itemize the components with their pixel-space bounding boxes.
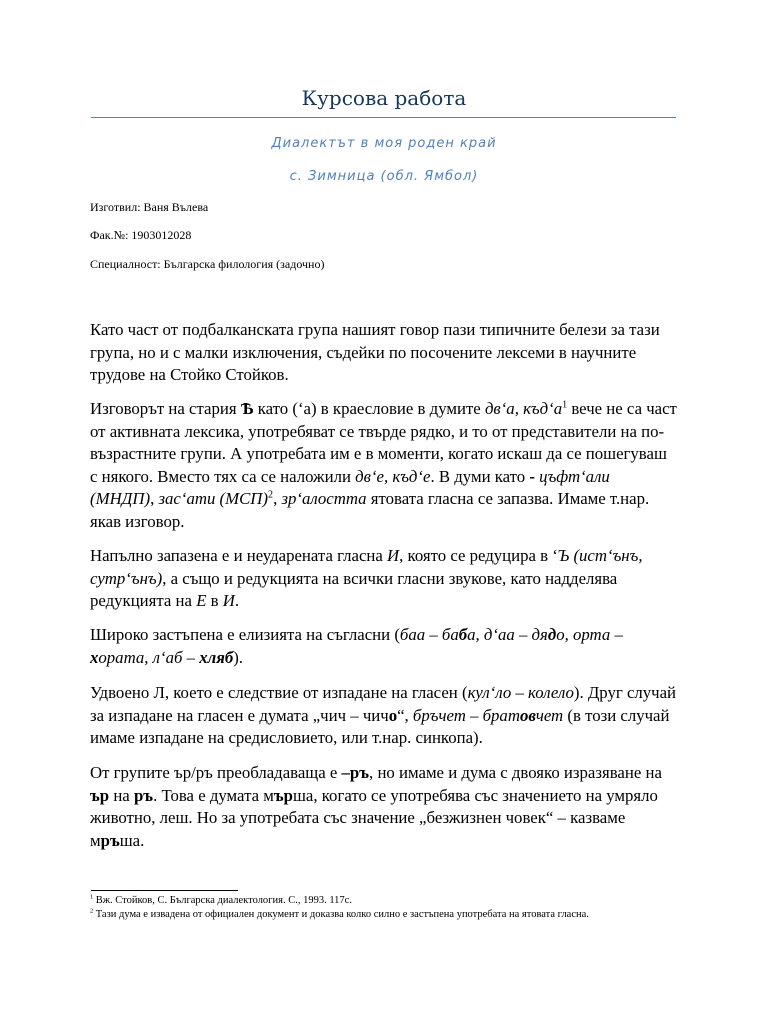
text: От групите ър/ръ преобладаваща е	[90, 763, 342, 782]
footnote-1	[90, 894, 690, 908]
bold-group: ър	[273, 785, 293, 805]
document-title: Курсова работа	[301, 86, 467, 110]
example-word: (ист‘ънъ, сутр‘ънъ)	[90, 546, 643, 588]
letter-i: И	[387, 546, 400, 565]
paragraph-3	[90, 545, 678, 613]
example-word: о, орта –	[556, 625, 623, 644]
footnote-separator	[91, 890, 238, 891]
example-letter: д	[547, 625, 557, 644]
yat-letter: Ѣ	[240, 399, 254, 418]
text: Удвоено Л, което е следствие от изпадане на гласен (	[90, 683, 468, 702]
footnote-text: Тази дума е извадена от официален документ и доказва колко силно е застъпена употребата на ятовата гласна.	[93, 909, 589, 920]
text: ,	[150, 489, 159, 508]
footnote-number: 1	[90, 893, 94, 901]
bold-group: ър	[90, 785, 110, 805]
example-word: а, д‘аа – дя	[467, 625, 548, 644]
example-word: бръчет – брат	[412, 705, 520, 725]
footnote-text: Вж. Стойков, С. Българска диалектология. С., 1993. 117с.	[93, 895, 352, 906]
text: в	[206, 591, 223, 610]
text: ).	[233, 647, 244, 667]
example-word: дв‘е, къд‘е	[355, 466, 431, 486]
text: , която се редуцира в ‘	[399, 546, 558, 565]
text: “,	[397, 705, 413, 725]
text: . Това е думата м	[153, 785, 274, 805]
text: Напълно запазена е и неударената гласна	[90, 546, 388, 565]
subtitle-topic: Диалектът в моя роден край	[271, 136, 497, 151]
example-word: дв‘а, къд‘а	[484, 399, 563, 418]
text: , а също и редукцията на всички гласни звукове, като надделява редукцията на	[90, 568, 618, 610]
example-word: ората, л‘аб –	[98, 647, 200, 667]
footnote-ref-1[interactable]: 1	[562, 399, 568, 411]
bold-group: –ръ	[341, 763, 370, 782]
text: , но имаме и дума с двояко изразяване на	[369, 763, 662, 782]
text: като (‘а) в краесловие в думите	[253, 399, 485, 418]
text: . В думи като	[430, 466, 530, 486]
paragraph-6	[90, 762, 678, 852]
letter-e: Е	[196, 591, 207, 610]
text: вече не са част от активната лексика, употребяват се твърде рядко, и то от представители на по-възрастните групи. А употребата им е в моменти, когато искаш да се пошегуваш с някого. Вместо тях са се наложили	[90, 399, 677, 486]
text: Изговорът на стария	[90, 399, 241, 418]
letter-i: И	[222, 591, 235, 610]
paragraph-2	[90, 398, 678, 533]
faculty-number-line: Фак.№: 1903012028	[90, 228, 192, 242]
bold-group: ръ	[133, 785, 154, 805]
text: ятовата гласна се запазва. Имаме т.нар. якав изговор.	[90, 489, 650, 531]
text: ша, когато се употребява със значението на умряло животно, леш. Но за употребата със значение „безжизнен човек“ – казваме м	[90, 785, 658, 850]
bold-group: ръ	[100, 830, 120, 850]
paragraph-1: Като част от подбалканската група нашият говор пази типичните белези за тази група, но и с малки изключения, съдейки по посочените лексеми в научните трудове на Стойко Стойков.	[90, 320, 660, 384]
subtitle-location: с. Зимница (обл. Ямбол)	[289, 169, 479, 184]
example-letters: ов	[519, 705, 536, 725]
example-word: цъфт‘али (МНДП)	[90, 466, 610, 508]
example-letter: х	[90, 647, 99, 667]
author-line: Изготвил: Ваня Вълева	[90, 200, 209, 214]
example-word: зр‘алостта	[281, 489, 367, 508]
example-word: зас‘ати (МСП)	[158, 489, 269, 508]
text: Широко застъпена е елизията на съгласни (	[90, 625, 400, 644]
example-word-bold: хляб	[199, 647, 234, 667]
example-letter: о	[388, 705, 398, 725]
text: (в този случай имаме изпадане на средисловието, или т.нар. синкопа).	[90, 705, 670, 747]
text: ша.	[119, 830, 145, 850]
text: .	[234, 591, 240, 610]
title-underline	[91, 117, 676, 118]
dash: -	[529, 466, 540, 486]
text: на	[109, 785, 134, 805]
paragraph-4	[90, 624, 678, 669]
example-letter: б	[458, 625, 468, 644]
footnote-number: 2	[90, 907, 94, 915]
letter-yer: Ъ	[557, 546, 570, 565]
text: ). Друг случай за изпадане на гласен е думата „чич – чич	[90, 683, 677, 725]
footnote-2	[90, 908, 690, 922]
example-word: кул‘ло – колело	[467, 683, 574, 702]
example-word: баа – ба	[399, 625, 459, 644]
text: ,	[273, 489, 282, 508]
paragraph-5	[90, 682, 678, 750]
example-word: чет	[535, 705, 564, 725]
footnote-ref-2[interactable]: 2	[268, 489, 274, 501]
specialty-line: Специалност: Българска филология (задочно)	[90, 257, 325, 271]
